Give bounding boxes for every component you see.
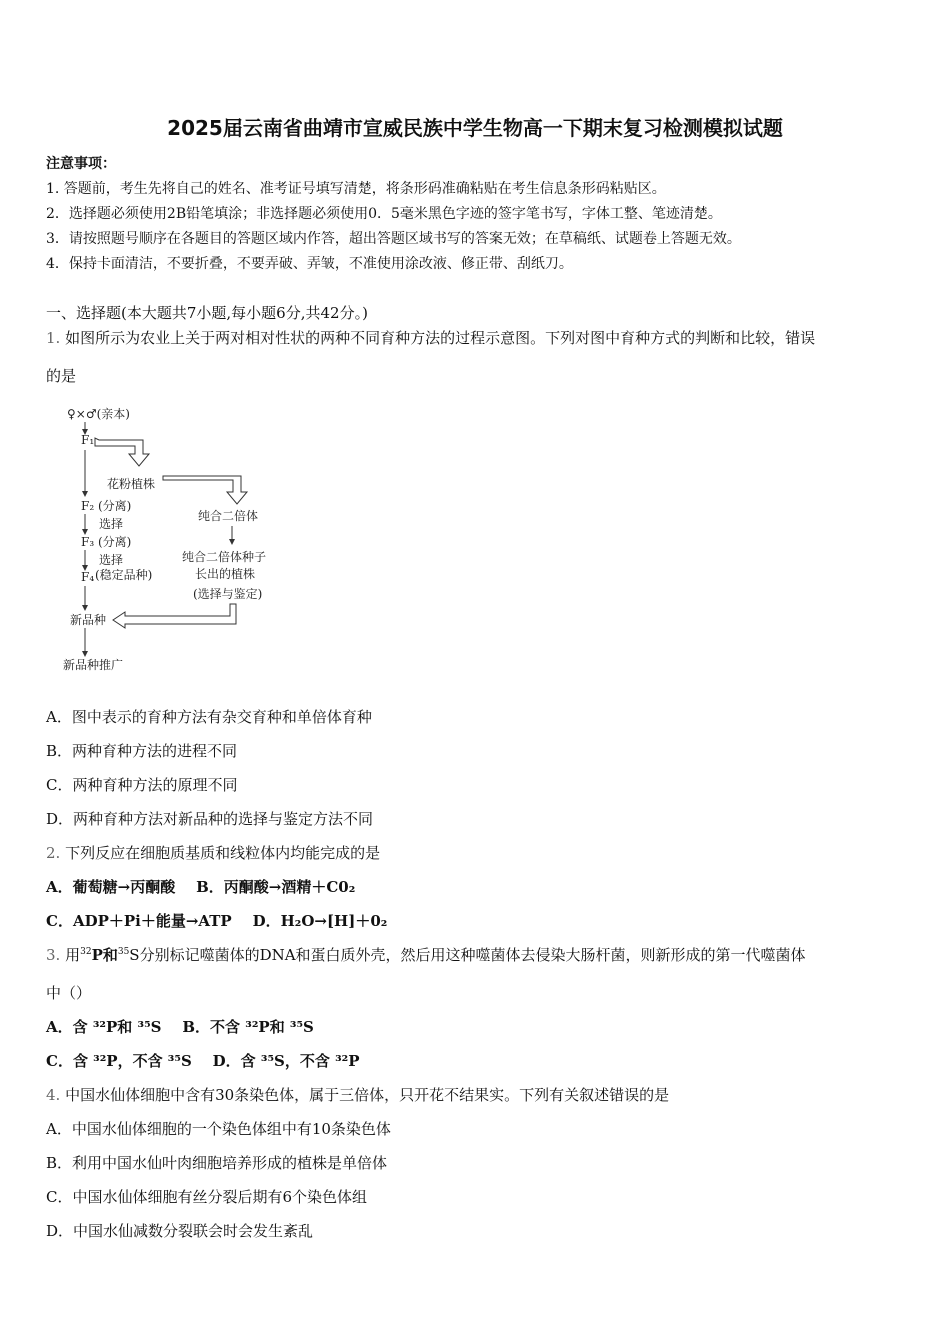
notice-item: 4．保持卡面清洁，不要折叠，不要弄破、弄皱，不准使用涂改液、修正带、刮纸刀。 — [46, 256, 573, 272]
question-text-b: P和 — [91, 946, 118, 964]
q3-options-row-2 — [46, 1050, 360, 1071]
label-parents: ♀×♂(亲本) — [67, 407, 130, 421]
q2-option-d: D．H₂O→[H]＋0₂ — [252, 912, 388, 930]
q1-option-b: B．两种育种方法的进程不同 — [46, 742, 238, 760]
q4-option-d: D．中国水仙减数分裂联会时会发生紊乱 — [46, 1222, 314, 1240]
question-number: 3. — [46, 946, 61, 964]
q2-options-row-2 — [46, 910, 387, 931]
question-3-stem-cont: 中（） — [46, 984, 92, 1002]
question-4-stem — [46, 1084, 669, 1105]
question-1-stem — [46, 327, 815, 348]
label-seed-line-2: 长出的植株 — [195, 567, 256, 581]
q2-option-c: C．ADP＋Pi＋能量→ATP — [46, 912, 232, 930]
question-1-stem-cont: 的是 — [46, 367, 77, 385]
q2-option-b: B．丙酮酸→酒精＋C0₂ — [196, 878, 356, 896]
label-f3: F₃ (分离) — [81, 535, 132, 549]
q2-option-a: A．葡萄糖→丙酮酸 — [46, 878, 176, 896]
label-select-1: 选择 — [99, 517, 124, 531]
hollow-arrow-to-diploid — [163, 476, 247, 504]
q3-option-c: C．含 ³²P，不含 ³⁵S — [46, 1052, 192, 1070]
question-text-c: S分别标记噬菌体的DNA和蛋白质外壳，然后用这种噬菌体去侵染大肠杆菌，则新形成的第一代噬菌体 — [129, 946, 806, 964]
label-stable-variety: (稳定品种) — [95, 568, 153, 582]
notice-item: 2．选择题必须使用2B铅笔填涂；非选择题必须使用0．5毫米黑色字迹的签字笔书写，字体工整、笔迹清楚。 — [46, 206, 722, 222]
question-text: 如图所示为农业上关于两对相对性状的两种不同育种方法的过程示意图。下列对图中育种方式的判断和比较，错误 — [65, 329, 816, 347]
label-seed-line-3: (选择与鉴定) — [193, 587, 263, 601]
section-heading: 一、选择题(本大题共7小题,每小题6分,共42分。) — [46, 304, 368, 322]
q3-option-d: D．含 ³⁵S，不含 ³²P — [212, 1052, 360, 1070]
label-promotion: 新品种推广 — [63, 658, 124, 672]
q1-option-c: C．两种育种方法的原理不同 — [46, 776, 238, 794]
label-f1: F₁ — [81, 433, 95, 447]
question-text: 下列反应在细胞质基质和线粒体内均能完成的是 — [65, 844, 381, 862]
isotope-32: 32 — [80, 947, 92, 957]
question-text-a: 用 — [65, 946, 81, 964]
q2-options-row-1 — [46, 876, 355, 897]
label-select-2: 选择 — [99, 553, 124, 567]
label-seed-line-1: 纯合二倍体种子 — [182, 550, 267, 564]
question-number: 2. — [46, 844, 61, 862]
question-number: 4. — [46, 1086, 61, 1104]
notice-item: 1. 答题前，考生先将自己的姓名、准考证号填写清楚，将条形码准确粘贴在考生信息条形码粘贴区。 — [46, 181, 666, 197]
question-2-stem — [46, 842, 380, 863]
question-number: 1. — [46, 329, 61, 347]
q4-option-a: A．中国水仙体细胞的一个染色体组中有10条染色体 — [46, 1120, 391, 1138]
q4-option-c: C．中国水仙体细胞有丝分裂后期有6个染色体组 — [46, 1188, 368, 1206]
question-text: 中国水仙体细胞中含有30条染色体，属于三倍体，只开花不结果实。下列有关叙述错误的是 — [65, 1086, 670, 1104]
label-homozygous-diploid: 纯合二倍体 — [198, 509, 259, 523]
notice-heading: 注意事项： — [46, 156, 116, 172]
question-3-stem — [46, 944, 806, 965]
label-new-variety: 新品种 — [70, 613, 107, 627]
q4-option-b: B．利用中国水仙叶肉细胞培养形成的植株是单倍体 — [46, 1154, 388, 1172]
page-title: 2025届云南省曲靖市宣威民族中学生物高一下期末复习检测模拟试题 — [167, 116, 783, 140]
q3-options-row-1 — [46, 1016, 314, 1037]
label-f2: F₂ (分离) — [81, 499, 132, 513]
q1-option-d: D．两种育种方法对新品种的选择与鉴定方法不同 — [46, 810, 374, 828]
q3-option-a: A．含 ³²P和 ³⁵S — [46, 1018, 162, 1036]
label-f4: F₄ — [81, 570, 95, 584]
q3-option-b: B．不含 ³²P和 ³⁵S — [182, 1018, 314, 1036]
label-pollen-plant: 花粉植株 — [107, 477, 156, 491]
q1-option-a: A．图中表示的育种方法有杂交育种和单倍体育种 — [46, 708, 372, 726]
notice-item: 3．请按照题号顺序在各题目的答题区域内作答，超出答题区域书写的答案无效；在草稿纸、试题卷上答题无效。 — [46, 231, 741, 247]
hollow-arrow-to-pollen — [95, 438, 149, 466]
hollow-arrow-to-new-variety — [113, 604, 236, 628]
isotope-35: 35 — [117, 947, 130, 957]
breeding-diagram — [55, 398, 315, 683]
